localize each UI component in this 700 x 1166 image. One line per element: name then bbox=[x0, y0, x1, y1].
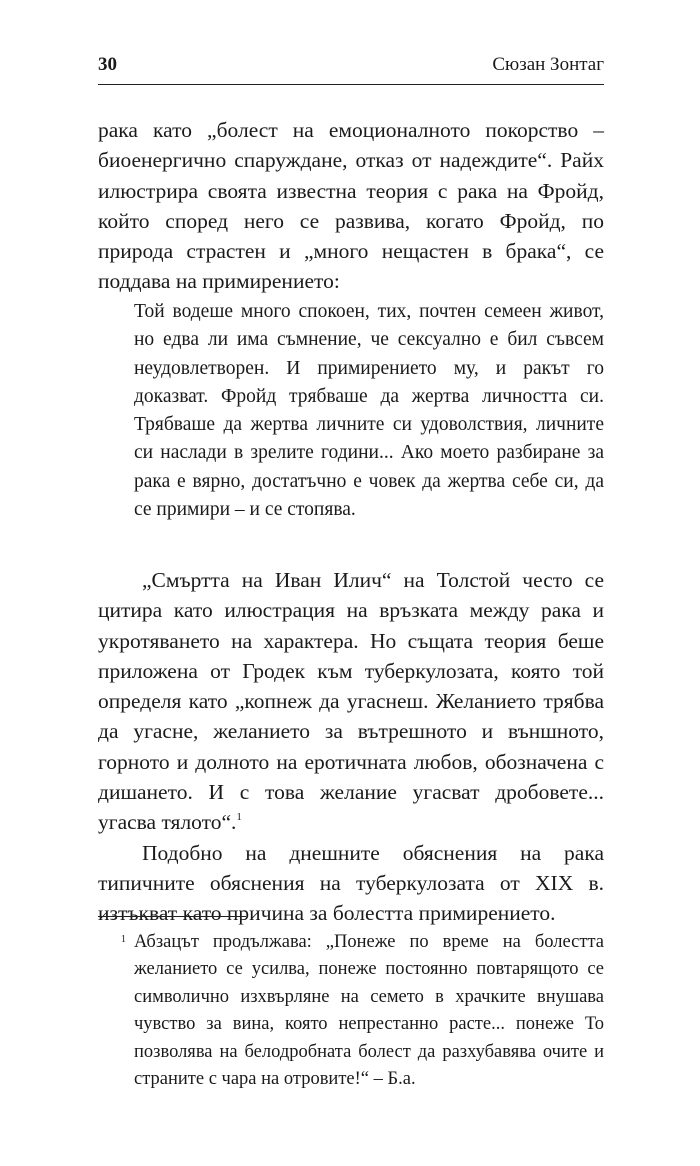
body-paragraph-3: Подобно на днешните обяснения на рака типичните обяснения на туберкулозата от XIX в. изтъкват като причина за болестта примирението. bbox=[98, 840, 604, 926]
body-paragraph-1 bbox=[98, 115, 604, 297]
footnote-separator bbox=[98, 916, 246, 917]
footnote-marker: 1 bbox=[121, 934, 126, 945]
footnote-reference: 1 bbox=[236, 811, 242, 824]
footnote bbox=[121, 929, 604, 1093]
running-head-author: Сюзан Зонтаг bbox=[492, 54, 604, 75]
body-paragraph-2 bbox=[98, 565, 604, 838]
footnote-text: Абзацът продължава: „Понеже по време на болестта желанието се усилва, понеже постоянно повтарящото се символично изхвърляне на семето в храчките внушава чувство за вина, която непрестанно расте... понеже То позволява на белодробната болест да разхубавява очите и страните с чара на отровите!“ – Б.а. bbox=[134, 932, 604, 1090]
page-header bbox=[98, 54, 604, 85]
paragraph-text: рака като „болест на емоционалното покорство – биоенергично спаруждане, отказ от надеждите“. Райх илюстрира своята известна теория с рака на Фройд, който според него се развива, когато Фройд, по природа страстен и „много нещастен в брака“, се поддава на примирението: bbox=[98, 118, 604, 294]
page-number: 30 bbox=[98, 54, 117, 75]
block-quote: Той водеше много спокоен, тих, почтен семеен живот, но едва ли има съмнение, че сексуално е бил съвсем неудовлетворен. И примирението му, и ракът го доказват. Фройд трябваше да жертва личността си. Трябваше да жертва личните си удоволствия, личните си наслади в зрелите години... Ако моето разбиране за рака е вярно, достатъчно е човек да жертва себе си, да се примири – и се стопява. bbox=[134, 301, 604, 521]
paragraph-2-text: „Смъртта на Иван Илич“ на Толстой често се цитира като илюстрация на връзката между рака и укротяването на характера. Но същата теория беше приложена от Гродек към туберкулозата, която той определя като „копнеж да угаснеш. Желанието трябва да угасне, желанието за вътрешното и външното, горното и долното на еротичната любов, обозначена с дишането. И с това желание угасват дробовете... угасва тялото“. bbox=[98, 568, 604, 835]
body-paragraphs bbox=[98, 565, 604, 929]
